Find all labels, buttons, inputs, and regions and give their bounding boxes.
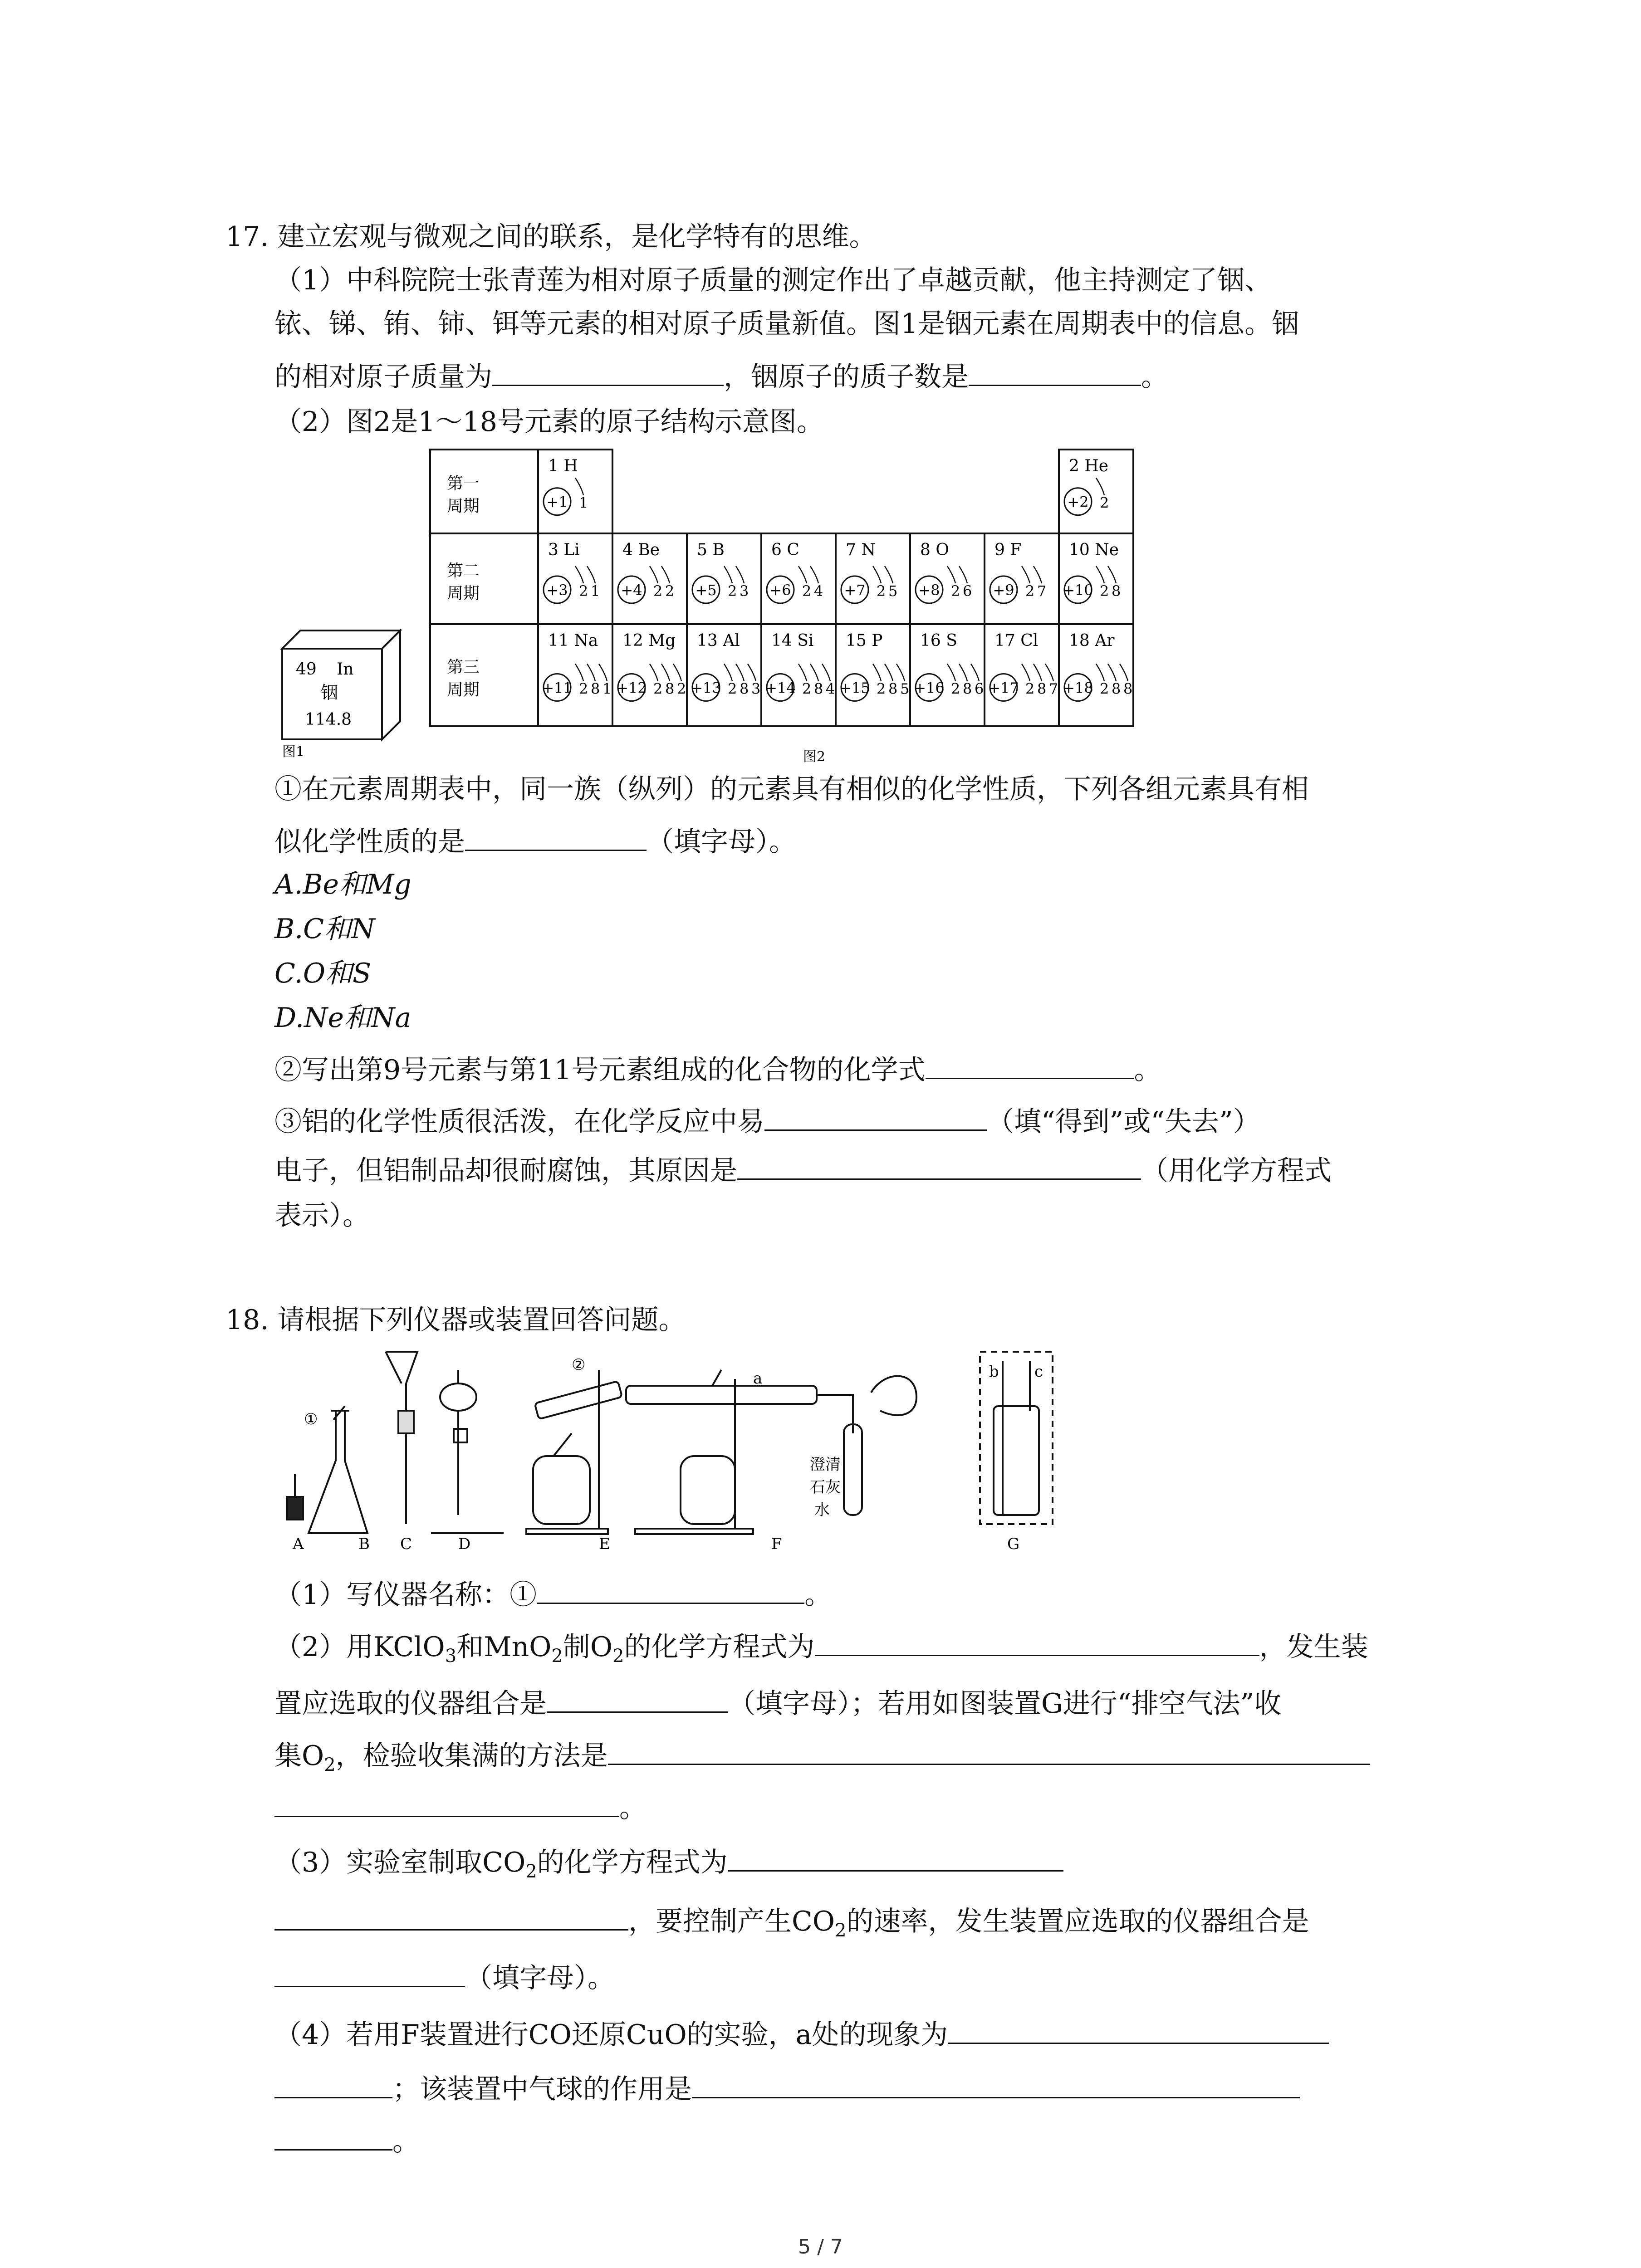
subscript: 3 [445,1646,457,1667]
electron-count: 2 [1025,582,1035,600]
electron-count: 2 [802,582,812,600]
q17-s1-text-b: （填字母）。 [647,826,796,858]
electron-count: 2 [579,582,588,600]
electron-shell-arc [798,664,807,681]
electron-shell-arc [724,566,732,583]
electron-count: 8 [740,680,749,698]
electron-shell-arc [587,664,595,681]
electron-shell-arc [587,566,595,583]
electron-shell-arc [736,664,744,681]
electron-count: 8 [1112,680,1121,698]
apparatus-e-heating [526,1370,622,1534]
nucleus-charge: +6 [769,582,791,599]
indium-name: 铟 [321,683,338,703]
answer-blank-protons[interactable] [969,358,1141,386]
electron-count: 2 [1100,494,1109,512]
answer-blank-balloon-cont[interactable] [274,2123,392,2151]
q18-p2-text: （填字母）；若用如图装置G进行“排空气法”收 [728,1688,1282,1720]
q18-p4-text: 。 [392,2126,420,2157]
element-symbol: 10 Ne [1069,541,1119,559]
period-label-2: 第二 [447,562,480,580]
element-cell [687,624,761,726]
q17-title: 17. 建立宏观与微观之间的联系，是化学特有的思维。 [225,221,877,253]
figure-1-indium-cell [278,621,409,758]
element-symbol: 7 N [846,541,876,559]
subscript: 2 [551,1646,563,1667]
element-symbol: 9 F [994,541,1022,559]
label-a: A [293,1535,304,1553]
electron-count: 2 [665,582,675,600]
subscript: 2 [612,1646,624,1667]
element-cell [910,533,985,624]
electron-shell-arc [971,664,979,681]
electron-shell-arc [575,566,583,583]
apparatus-a-stopper [287,1474,303,1520]
q17-p1-line2: 铱、锑、铕、铈、铒等元素的相对原子质量新值。图1是铟元素在周期表中的信息。铟 [274,308,1299,340]
q17-s2 [274,1051,1161,1088]
lime-water-3: 水 [814,1501,830,1519]
q17-s1-text-a: 似化学性质的是 [274,826,465,858]
electron-count: 2 [877,680,886,698]
q17-p1-text-c: 。 [1141,361,1168,393]
answer-blank-phenomenon-cont[interactable] [274,2071,392,2098]
electron-count: 2 [728,582,737,600]
element-symbol: 16 S [920,631,957,650]
element-cell [761,624,836,726]
indium-mass: 114.8 [305,710,352,729]
electron-count: 8 [814,680,823,698]
electron-count: 2 [653,582,663,600]
electron-shell-arc [873,664,881,681]
answer-blank-equation[interactable] [737,1152,1141,1180]
element-cell [836,624,910,726]
element-cell [687,533,761,624]
q18-p4-line1 [274,2016,1329,2053]
answer-blank-co2-apparatus[interactable] [274,1960,465,1987]
electron-shell-arc [748,664,756,681]
element-cell [612,533,687,624]
electron-shell-arc [885,566,893,583]
q17-p1-text-a: 的相对原子质量为 [274,361,492,393]
element-symbol: 3 Li [548,541,580,559]
q18-p2-text: 集O [274,1740,324,1772]
element-symbol: 13 Al [697,631,740,650]
q17-s3-text-a: ③铝的化学性质很活泼，在化学反应中易 [274,1106,764,1138]
period-label-3: 第三 [447,658,480,677]
q18-p4-line3 [274,2123,420,2160]
label-a-point: a [753,1369,763,1388]
electron-shell-arc [1045,664,1053,681]
q18-p3-line2 [274,1903,1309,1949]
element-cell [1059,533,1133,624]
electron-shell-arc [947,664,955,681]
figure-1-caption: 图1 [282,744,305,760]
element-cell [538,450,612,533]
element-symbol: 15 P [846,631,883,650]
option-b: B.C和N [274,913,375,945]
period-label-2-line2: 周期 [447,584,480,603]
answer-blank-instrument[interactable] [537,1576,804,1604]
electron-count: 5 [900,680,910,698]
nucleus-charge: +15 [839,679,870,697]
q18-p4-text: （4）若用F装置进行CO还原CuO的实验，a处的现象为 [274,2019,948,2051]
q17-s3-text-d: （用化学方程式 [1141,1155,1332,1187]
electron-shell-arc [959,566,967,583]
answer-blank-full-check[interactable] [608,1737,1370,1765]
electron-shell-arc [873,566,881,583]
marker-1: ① [304,1410,318,1428]
electron-shell-arc [798,566,807,583]
electron-count: 4 [826,680,835,698]
q17-p1-line3 [274,358,1168,395]
electron-shell-arc [1096,478,1104,495]
element-symbol: 17 Cl [994,631,1038,650]
electron-shell-arc [736,566,744,583]
nucleus-charge: +1 [546,493,568,511]
nucleus-charge: +16 [914,679,945,697]
nucleus-charge: +3 [546,582,568,599]
q18-p4-line2 [274,2071,1300,2107]
electron-shell-arc [650,664,658,681]
element-symbol: 18 Ar [1069,631,1115,650]
nucleus-charge: +14 [765,679,796,697]
electron-shell-arc [673,664,681,681]
element-symbol: 12 Mg [622,631,676,650]
nucleus-charge: +18 [1063,679,1093,697]
electron-shell-arc [599,664,607,681]
element-cell [1059,624,1133,726]
electron-count: 6 [975,680,984,698]
q18-p1 [274,1576,832,1613]
q18-p2-text: 和MnO [456,1631,552,1663]
electron-count: 7 [1049,680,1058,698]
electron-count: 2 [1100,680,1109,698]
electron-count: 2 [951,680,960,698]
figure-apparatus [281,1343,1071,1551]
element-cell [985,624,1059,726]
label-d: D [458,1535,471,1553]
q17-s3-line1 [274,1103,1260,1140]
nucleus-charge: +11 [542,679,573,697]
electron-count: 6 [963,582,972,600]
q18-p3-text: 的化学方程式为 [537,1847,728,1878]
element-cell [910,624,985,726]
element-symbol: 14 Si [771,631,814,650]
q18-p3-line3 [274,1960,615,1996]
electron-count: 2 [677,680,686,698]
nucleus-charge: +5 [695,582,717,599]
electron-count: 8 [888,680,898,698]
element-symbol: 4 Be [622,541,660,559]
figure-2-periodic-table [429,448,1133,766]
nucleus-charge: +12 [616,679,647,697]
electron-count: 8 [1037,680,1047,698]
label-b-port: b [989,1363,999,1381]
electron-count: 7 [1037,582,1047,600]
electron-count: 2 [728,680,737,698]
electron-shell-arc [575,478,583,495]
electron-shell-arc [947,566,955,583]
q17-s3-text-c: 电子，但铝制品却很耐腐蚀，其原因是 [274,1155,737,1187]
electron-shell-arc [1108,566,1116,583]
element-symbol: 5 B [697,541,725,559]
electron-shell-arc [1096,664,1104,681]
nucleus-charge: +4 [621,582,642,599]
apparatus-f-reduction [626,1370,916,1534]
subscript: 2 [525,1861,537,1882]
electron-count: 1 [579,494,588,512]
q17-s3-line2 [274,1152,1332,1189]
option-c: C.O和S [274,958,372,989]
electron-count: 2 [579,680,588,698]
electron-shell-arc [959,664,967,681]
electron-count: 2 [951,582,960,600]
element-cell [612,624,687,726]
q17-s1-line2 [274,823,796,860]
element-symbol: 11 Na [548,631,598,650]
nucleus-charge: +10 [1063,582,1093,599]
q18-p3-text: （3）实验室制取CO [274,1847,526,1878]
q17-s2-text-a: ②写出第9号元素与第11号元素组成的化合物的化学式 [274,1054,926,1086]
electron-shell-arc [650,566,658,583]
answer-blank-o2-apparatus[interactable] [547,1685,728,1713]
element-cell [836,533,910,624]
electron-count: 2 [1025,680,1035,698]
q18-p2-text: 的化学方程式为 [624,1631,815,1663]
nucleus-charge: +9 [993,582,1014,599]
nucleus-charge: +8 [918,582,940,599]
q18-p2-text: ，发生装 [1259,1631,1368,1663]
label-c-port: c [1034,1363,1043,1381]
electron-shell-arc [661,664,670,681]
electron-count: 1 [591,582,600,600]
nucleus-charge: +17 [988,679,1019,697]
electron-shell-arc [1096,566,1104,583]
answer-blank-balloon[interactable] [692,2071,1300,2098]
electron-count: 8 [1112,582,1121,600]
electron-shell-arc [661,566,670,583]
q18-p2-text: （2）用KClO [274,1631,445,1663]
electron-shell-arc [810,664,818,681]
answer-blank-phenomenon[interactable] [948,2016,1329,2044]
electron-shell-arc [575,664,583,681]
electron-count: 2 [653,680,663,698]
element-symbol: 2 He [1069,457,1109,475]
q17-s3-line3: 表示）。 [274,1200,370,1232]
electron-shell-arc [1108,664,1116,681]
electron-shell-arc [810,566,818,583]
answer-blank-co2-equation-cont[interactable] [274,1903,628,1931]
q18-p4-text: ；该装置中气球的作用是 [392,2073,692,2105]
electron-count: 3 [740,582,749,600]
q18-p2-text: ，检验收集满的方法是 [335,1740,608,1772]
period-label-1: 第一 [447,474,480,493]
element-cell [538,624,612,726]
q18-p2-line2 [274,1685,1281,1722]
label-c: C [400,1535,412,1553]
answer-blank-co2-equation[interactable] [728,1844,1063,1872]
q18-p2-line3 [274,1737,1370,1783]
indium-number: 49 [296,660,317,679]
apparatus-d-sep-funnel [431,1370,504,1533]
q17-s3-text-b: （填“得到”或“失去”） [987,1106,1260,1138]
label-g: G [1007,1535,1020,1553]
answer-blank-formula[interactable] [926,1051,1134,1079]
q18-p2-line1 [274,1628,1368,1674]
q18-title: 18. 请根据下列仪器或装置回答问题。 [225,1304,686,1336]
electron-count: 8 [591,680,600,698]
period-label-3-line2: 周期 [447,680,480,699]
electron-shell-arc [1120,664,1128,681]
electron-shell-arc [822,664,830,681]
q17-s2-text-b: 。 [1134,1054,1161,1086]
answer-blank-similar[interactable] [465,823,647,851]
indium-symbol: In [337,660,354,679]
answer-blank-electrons[interactable] [764,1103,987,1131]
element-symbol: 1 H [548,457,578,475]
electron-count: 1 [603,680,612,698]
electron-shell-arc [885,664,893,681]
electron-count: 8 [665,680,675,698]
apparatus-b-flask [309,1411,367,1533]
q17-p1-text-b: ，铟原子的质子数是 [724,361,969,393]
electron-count: 2 [802,680,812,698]
figure-2-caption: 图2 [803,749,826,765]
answer-blank-full-check-cont[interactable] [274,1789,619,1817]
element-cell [761,533,836,624]
q18-p3-text: （填字母）。 [465,1962,615,1994]
label-e: E [599,1535,610,1553]
electron-shell-arc [1034,566,1042,583]
subscript: 2 [835,1920,847,1941]
answer-blank-kclo3-equation[interactable] [815,1628,1259,1656]
q18-p2-text: 置应选取的仪器组合是 [274,1688,547,1720]
q18-p2-text: 。 [619,1792,647,1824]
period-label-1-line2: 周期 [447,497,480,516]
electron-shell-arc [724,664,732,681]
element-cell [1059,450,1133,533]
lime-water-2: 石灰 [810,1478,841,1496]
q18-p1-text-b: 。 [804,1579,832,1611]
electron-count: 8 [963,680,972,698]
electron-count: 5 [888,582,898,600]
apparatus-c-funnel [386,1352,417,1524]
q18-p3-text: 的速率，发生装置应选取的仪器组合是 [846,1906,1309,1937]
q17-p2: （2）图2是1～18号元素的原子结构示意图。 [274,406,824,438]
q17-s1-line1: ①在元素周期表中，同一族（纵列）的元素具有相似的化学性质，下列各组元素具有相 [274,773,1309,805]
lime-water-1: 澄清 [810,1456,841,1474]
nucleus-charge: +2 [1067,493,1089,511]
q18-p1-text-a: （1）写仪器名称：① [274,1579,537,1611]
option-a: A.Be和Mg [274,869,411,900]
electron-shell-arc [1034,664,1042,681]
electron-count: 2 [877,582,886,600]
page-number: 5 / 7 [798,2235,843,2258]
electron-shell-arc [1022,664,1030,681]
element-symbol: 8 O [920,541,949,559]
option-d: D.Ne和Na [274,1002,411,1034]
q18-p2-line4 [274,1789,647,1826]
electron-shell-arc [896,664,905,681]
nucleus-charge: +13 [691,679,721,697]
electron-shell-arc [1022,566,1030,583]
answer-blank-mass[interactable] [492,358,724,386]
electron-count: 4 [814,582,823,600]
label-b: B [358,1535,370,1553]
element-cell [985,533,1059,624]
element-symbol: 6 C [771,541,799,559]
q17-p1-line1: （1）中科院院士张青莲为相对原子质量的测定作出了卓越贡献，他主持测定了铟、 [274,264,1272,296]
electron-count: 2 [1100,582,1109,600]
element-cell [538,533,612,624]
nucleus-charge: +7 [844,582,866,599]
marker-2: ② [572,1356,586,1374]
electron-count: 8 [1123,680,1133,698]
label-f: F [771,1535,782,1553]
q18-p3-text: ，要控制产生CO [628,1906,835,1937]
electron-count: 3 [751,680,761,698]
q18-p3-line1 [274,1844,1063,1890]
q18-p2-text: 制O [563,1631,613,1663]
subscript: 2 [324,1755,336,1775]
